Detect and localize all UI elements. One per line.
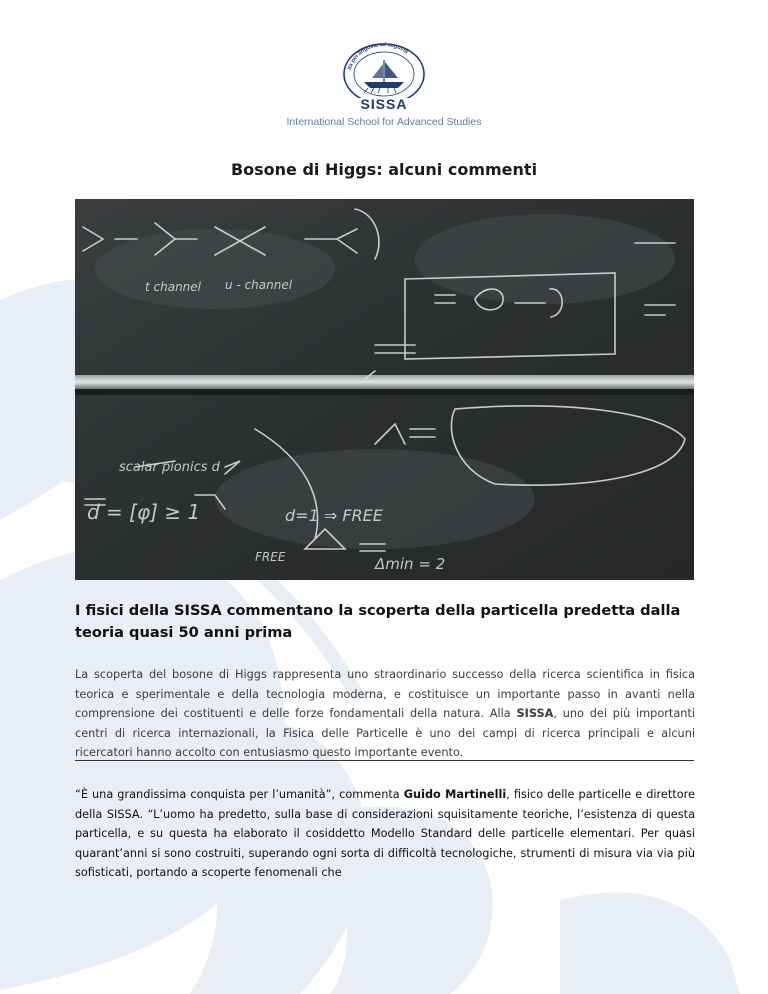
paragraph-quote	[75, 785, 695, 883]
paragraph-intro-text-2: , uno dei più importanti centri di ricerca internazionali, la Fisica delle Particelle è uno dei campi di ricerca principali e alcuni ricercatori hanno accolto con entusiasmo questo importante evento.	[75, 707, 695, 759]
section-heading: I fisici della SISSA commentano la scoperta della particella predetta dalla teoria quasi 50 anni prima	[75, 602, 681, 641]
document-title: Bosone di Higgs: alcuni commenti	[230, 160, 538, 179]
chalk-t-channel: t channel	[145, 280, 202, 294]
sissa-logo	[0, 38, 768, 128]
logo-motto: ita per angusta ad augusta	[346, 41, 409, 71]
blackboard-photo	[75, 199, 694, 580]
blackboard-image	[75, 199, 694, 580]
chalk-free: FREE	[255, 550, 286, 564]
logo-subtitle: International School for Advanced Studies	[286, 116, 482, 128]
paragraph-intro	[75, 665, 695, 763]
paragraph-quote-text-1: “È una grandissima conquista per l’umanità”, commenta	[75, 788, 404, 801]
sissa-bold: SISSA	[516, 707, 554, 720]
logo-name: SISSA	[360, 96, 408, 112]
guido-martinelli-bold: Guido Martinelli	[403, 788, 507, 801]
chalk-free-implication: d=1 ⇒ FREE	[285, 506, 383, 525]
chalk-delta-min: Δmin = 2	[375, 555, 446, 573]
chalk-u-channel: u - channel	[225, 278, 293, 292]
paragraph-quote-text-2: , fisico delle particelle e direttore della SISSA. “L’uomo ha predetto, sulla base di considerazioni squisitamente teoriche, l’esistenza di questa particella, e su questa ha elaborato il cosiddetto Modello Standard delle particelle elementari. Per quasi quarant’anni si sono costruiti, superando ogni sorta di difficoltà tecnologiche, strumenti di misura via via più sofisticati, portando a scoperte fenomenali che	[75, 788, 695, 879]
chalk-dimension: d = [φ] ≥ 1	[87, 500, 201, 524]
paragraph-intro-text-1: La scoperta del bosone di Higgs rappresenta uno straordinario successo della ricerca scientifica in fisica teorica e sperimentale e della tecnologia moderna, e costituisce un importante passo in avanti nella comprensione dei costituenti e delle forze fondamentali della natura. Alla	[75, 668, 695, 720]
divider-line	[75, 760, 694, 761]
sissa-ship-emblem-icon	[338, 38, 430, 98]
chalk-scalar: scalar pionics d	[119, 460, 220, 475]
